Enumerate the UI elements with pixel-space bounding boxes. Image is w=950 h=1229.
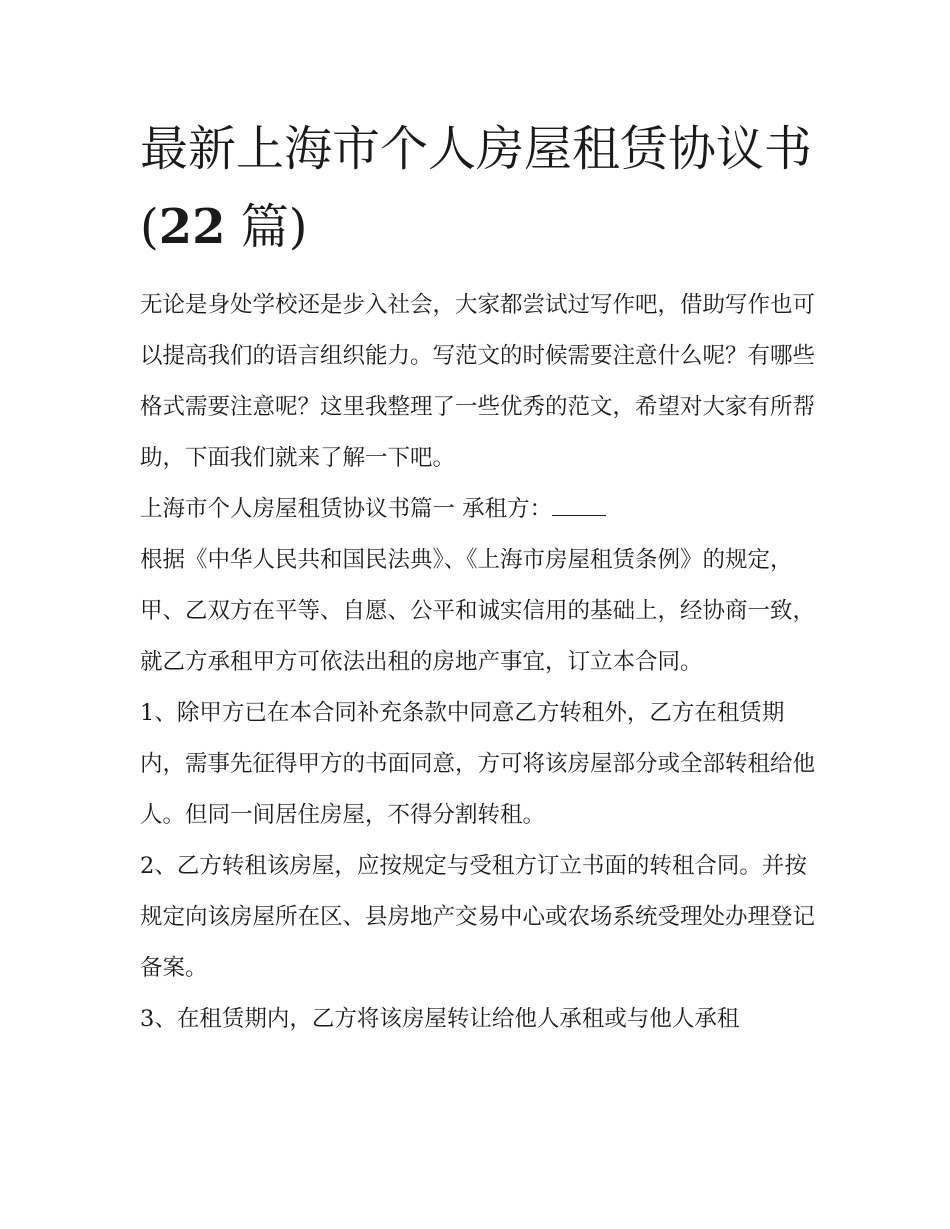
intro-paragraph: 无论是身处学校还是步入社会，大家都尝试过写作吧，借助写作也可以提高我们的语言组织能力。写范文的时候需要注意什么呢？有哪些格式需要注意呢？这里我整理了一些优秀的范文，希望对大家有所帮助，下面我们就来了解一下吧。 [140,292,816,471]
title-text-1: 最新上海市个人房屋租赁协议书( [140,121,813,255]
document-title [140,110,820,266]
clause-3: 3、在租赁期内，乙方将该房屋转让给他人承租或与他人承租 [140,1006,740,1032]
document-page [140,110,820,1045]
title-count: 22 [158,199,226,255]
clause-1: 1、除甲方已在本合同补充条款中同意乙方转租外，乙方在租赁期内，需事先征得甲方的书面同意，方可将该房屋部分或全部转租给他人。但同一间居住房屋，不得分割转租。 [140,700,816,828]
preamble-paragraph: 根据《中华人民共和国民法典》、《上海市房屋租赁条例》的规定，甲、乙双方在平等、自愿、公平和诚实信用的基础上，经协商一致，就乙方承租甲方可依法出租的房地产事宜，订立本合同。 [140,547,816,675]
title-text-2: 篇) [225,199,308,255]
clause-2: 2、乙方转租该房屋，应按规定与受租方订立书面的转租合同。并按规定向该房屋所在区、县房地产交易中心或农场系统受理处办理登记备案。 [140,853,816,981]
section-heading-text: 上海市个人房屋租赁协议书篇一 承租方： [140,496,553,522]
section-heading [140,484,820,535]
fill-in-blank [552,495,606,516]
